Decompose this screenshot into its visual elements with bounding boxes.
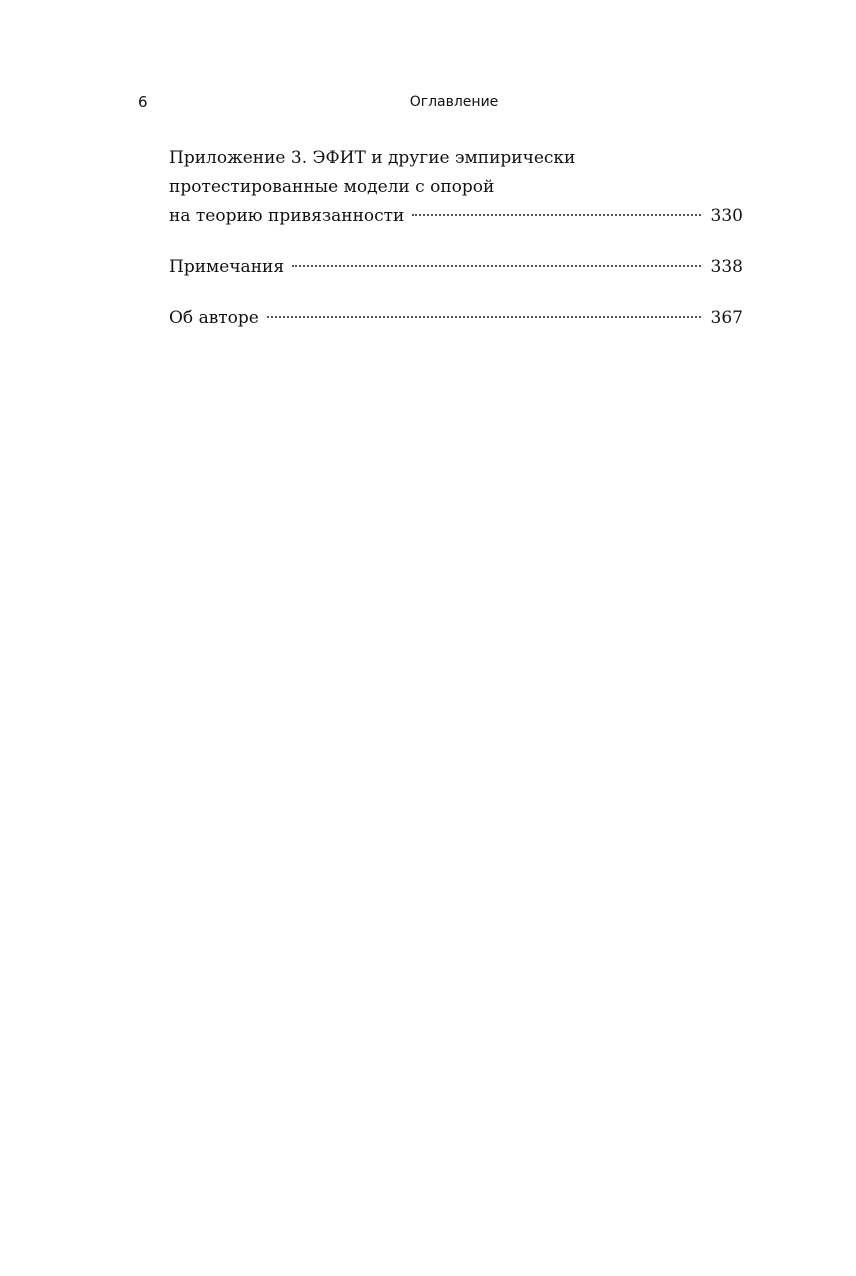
toc-entry-title-line: на теорию привязанности xyxy=(169,206,405,226)
toc-entry-last-line xyxy=(169,304,743,333)
toc-entry-title: Примечания xyxy=(169,257,285,277)
toc-entry-title: Об авторе xyxy=(169,308,259,328)
dot-leader xyxy=(412,214,700,216)
table-of-contents xyxy=(169,144,743,355)
page-number: 6 xyxy=(138,93,148,111)
toc-entry-about-author[interactable] xyxy=(169,304,743,333)
running-head-title: Оглавление xyxy=(409,94,499,110)
toc-entry-last-line xyxy=(169,202,743,231)
dot-leader xyxy=(292,265,700,267)
toc-entry-appendix-3[interactable] xyxy=(169,144,743,231)
toc-page-number: 367 xyxy=(710,308,743,328)
toc-entry-notes[interactable] xyxy=(169,253,743,282)
toc-page-number: 330 xyxy=(710,206,743,226)
toc-entry-title-line: Приложение 3. ЭФИТ и другие эмпирически xyxy=(169,148,576,168)
toc-entry-last-line xyxy=(169,253,743,282)
toc-page-number: 338 xyxy=(710,257,743,277)
toc-entry-title-line: протестированные модели с опорой xyxy=(169,177,495,197)
dot-leader xyxy=(267,316,701,318)
